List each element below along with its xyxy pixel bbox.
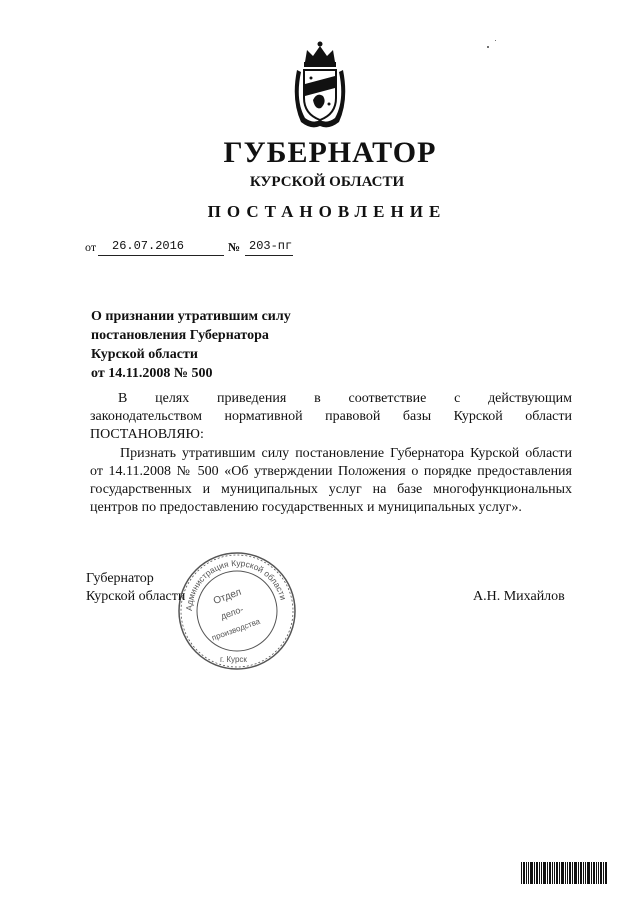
number-prefix: № bbox=[228, 240, 241, 254]
subject-line: от 14.11.2008 № 500 bbox=[91, 366, 213, 381]
signatory-name: А.Н. Михайлов bbox=[473, 589, 565, 604]
preamble-word: целях bbox=[155, 391, 190, 406]
stamp-inner-text: дело- bbox=[219, 604, 245, 622]
scan-speck bbox=[495, 40, 496, 41]
preamble-word: с bbox=[454, 391, 461, 406]
preamble-word: базы bbox=[402, 409, 432, 424]
decree-word: ПОСТАНОВЛЯЮ: bbox=[90, 427, 204, 442]
preamble-word: действующим bbox=[488, 391, 572, 406]
region-name: КУРСКОЙ ОБЛАСТИ bbox=[249, 174, 405, 190]
date-prefix: от bbox=[85, 240, 97, 254]
document-date: 26.07.2016 bbox=[112, 239, 185, 253]
official-stamp bbox=[176, 550, 298, 672]
preamble-word: области bbox=[525, 409, 572, 424]
date-underline bbox=[98, 255, 224, 256]
preamble-word: соответствие bbox=[348, 391, 427, 406]
stamp-outer-text: Администрация Курской области bbox=[183, 557, 289, 612]
subject-line: Курской области bbox=[91, 347, 198, 362]
barcode-icon bbox=[521, 862, 607, 884]
number-underline bbox=[245, 255, 293, 256]
preamble-word: В bbox=[118, 391, 128, 406]
preamble-word: приведения bbox=[217, 391, 287, 406]
stamp-inner-text: Отдел bbox=[211, 586, 243, 607]
coat-of-arms-icon bbox=[287, 40, 353, 132]
preamble-line bbox=[118, 391, 572, 407]
signatory-position: Губернатор bbox=[86, 571, 154, 586]
document-type: ПОСТАНОВЛЕНИЕ bbox=[207, 202, 447, 221]
preamble-word: в bbox=[314, 391, 321, 406]
document-subject bbox=[91, 307, 291, 383]
decree-paragraph: Признать утратившим силу постановление Губернатора Курской области от 14.11.2008 № 500 «Об утверждении Положения о порядке предоставления государственных и муниципальных услуг на базе многофункциональных центров по предоставлению государственных и муниципальных услуг». bbox=[90, 446, 572, 515]
page-title: ГУБЕРНАТОР bbox=[223, 136, 437, 169]
preamble-line bbox=[90, 409, 572, 425]
preamble-word: Курской bbox=[453, 409, 503, 424]
stamp-inner-text: производства bbox=[210, 616, 262, 643]
stamp-bottom-text: г. Курск bbox=[220, 655, 247, 664]
preamble-word: нормативной bbox=[224, 409, 303, 424]
preamble-word: правовой bbox=[325, 409, 381, 424]
subject-line: О признании утратившим силу bbox=[91, 309, 291, 324]
scan-speck bbox=[487, 46, 489, 48]
document-number: 203-пг bbox=[249, 239, 293, 253]
subject-line: постановления Губернатора bbox=[91, 328, 269, 343]
preamble-word: законодательством bbox=[90, 409, 203, 424]
signatory-position: Курской области bbox=[86, 589, 186, 604]
